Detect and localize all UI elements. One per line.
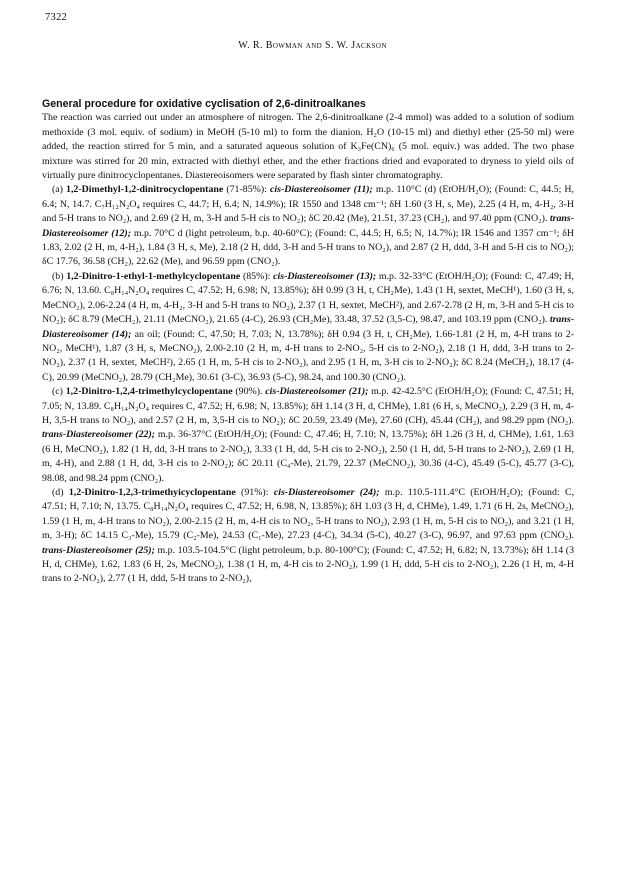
characterisation-data: m.p. 36-37°C (EtOH/H₂O); (Found: C, 47.46; H, 7.10; N, 13.75%); δH 1.26 (3 H, d, CHMe), 1.61, 1.63 (6 H, MeCNO₂), 1.82 (1 H, dd, 3-H trans to 2-NO₂), 3.33 (1 H, dd, 5-H cis to 2-NO₂), 2.50 (1 H, dd, 5-H trans to 2-NO₂), 2.69 (1 H, m, 4-H), and 2.88 (1 H, dd, 3-H cis to 2-NO₂); δC 20.11 (C₄-Me), 21.79, 22.37 (MeCNO₂), 30.36 (4-C), 45.49 (5-C), 45.77 (3-C), 98.08, and 98.24 ppm (CNO₂). [42, 429, 574, 484]
diastereoisomer-name: trans-Diastereoisomer (25); [42, 544, 155, 556]
yield: (71-85%): [226, 184, 267, 196]
yield: (90%). [235, 386, 263, 398]
entry-c [42, 385, 574, 486]
characterisation-data: m.p. 110°C (d) (EtOH/H₂O); (Found: C, 44.5; H, 6.4; N, 14.7. C₇H₁₂N₂O₄ requires C, 44.7; H, 6.4; N, 14.9%); IR 1550 and 1348 cm⁻¹; δH 1.60 (3 H, s, Me), 2.25 (4 H, m, 4-H₂, 3-H and 5-H trans to NO₂), and 2.69 (2 H, m, 3-H and 5-H cis to NO₂); δC 20.42 (Me), 21.51, 37.23 (CH₂), and 97.40 ppm (CNO₂). [42, 184, 574, 225]
entry-d [42, 486, 574, 587]
characterisation-data: m.p. 42-42.5°C (EtOH/H₂O); (Found: C, 47.51; H, 7.05; N, 13.89. C₈H₁₄N₂O₄ requires C, 47.52; H, 6.98; N, 13.85%); δH 1.14 (3 H, d, CHMe), 1.81 (6 H, s, MeCNO₂), 2.29 (3 H, m, 4-H, 3,5-H trans to NO₂), and 2.57 (2 H, m, 3,5-H cis to NO₂); δC 20.59, 23.49 (Me), 27.60 (CH), 45.44 (CH₂), and 98.29 ppm (NO₂). [42, 386, 574, 426]
yield: (91%): [241, 486, 269, 498]
compound-name: 1,2-Dinitro-1-ethyl-1-methylcyclopentane [66, 270, 241, 282]
entry-label: (d) [52, 486, 64, 498]
diastereoisomer-name: trans-Diastereoisomer (12); [42, 213, 575, 239]
characterisation-data: m.p. 110.5-111.4°C (EtOH/H₂O); (Found: C, 47.51; H, 7.10; N, 13.75. C₈H₁₄N₂O₄ requires C, 47.52; H, 6.98, N, 13.85%); δH 1.03 (3 H, d, CHMe), 1.49, 1.71 (6 H, 2s, MeCNO₂), 1.59 (1 H, m, 4-H trans to NO₂), 2.00-2.15 (2 H, m, 4-H cis to NO₂, 5-H trans to NO₂), 2.93 (1 H, m, 5-H cis to NO₂), and 3.21 (1 H, m, 3-H); δC 14.15 C₃-Me), 15.79 (C₂-Me), 24.53 (C₁-Me), 27.23 (4-C), 34.34 (5-C), 40.27 (3-C), 96.97, and 97.63 ppm (CNO₂). [42, 486, 575, 542]
compound-name: 1,2-Dinitro-1,2,4-trimethylcyclopentane [65, 386, 233, 398]
diastereoisomer-name: cis-Diastereoisomer (13); [273, 270, 377, 282]
experimental-section [42, 97, 574, 587]
compound-name: 1,2-Dimethyl-1,2-dinitrocyclopentane [66, 184, 224, 196]
entry-b [42, 270, 574, 385]
entry-label: (a) [52, 184, 63, 196]
compound-name: 1,2-Dinitro-1,2,3-trimethyicyclopentane [68, 486, 236, 498]
diastereoisomer-name: cis-Diastereoisomer (11); [269, 184, 373, 196]
entry-a [42, 183, 574, 269]
diastereoisomer-name: cis-Diastereoisomer (21); [265, 386, 369, 398]
characterisation-data: m.p. 32-33°C (EtOH/H₂O); (Found: C, 47.49; H, 6.76; N, 13.60. C₈H₁₄N₂O₄ requires C, 47.52; H, 6.98; N, 13.85%); δH 0.99 (3 H, t, CH₂Me), 1.43 (1 H, sextet, MeCH¹), 1.60 (3 H, s, MeCNO₂), 2.06-2.24 (4 H, m, 4-H₂, 3-H and 5-H trans to NO₂), 2.37 (1 H, sextet, MeCH²), and 2.67-2.78 (2 H, m, 3-H and 5-H cis to NO₂); δC 8.79 (MeCH₂), 21.11 (MeCNO₂), 21.65 (4-C), 26.93 (CH₂Me), 33.48, 37.52 (3,5-C), 98.47, and 103.19 ppm (CNO₂). [42, 270, 575, 326]
characterisation-data: m.p. 70°C d (light petroleum, b.p. 40-60°C); (Found: C, 44.5; H, 6.5; N, 14.7%); IR 1546 and 1357 cm⁻¹; δH 1.83, 2.02 (2 H, m, 4-H₂), 1.84 (3 H, s, Me), 2.18 (2 H, ddd, 3-H and 5-H trans to NO₂), and 2.87 (2 H, ddd, 3-H and 5-H cis to NO₂); δC 17.76, 36.58 (CH₂), 22.62 (Me), and 96.59 ppm (CNO₂). [42, 227, 575, 268]
page-number: 7322 [45, 12, 68, 23]
diastereoisomer-name: trans-Diastereoisomer (14); [42, 314, 574, 340]
section-heading: General procedure for oxidative cyclisation of 2,6-dinitroalkanes [42, 98, 366, 110]
characterisation-data: an oil; (Found: C, 47.50; H, 7.03; N, 13.78%); δH 0.94 (3 H, t, CH₂Me), 1.66-1.81 (2 H, m, 4-H trans to 2-NO₂, MeCH¹), 1.87 (3 H, s, MeCNO₂), 2.00-2.10 (2 H, m, 4-H trans to 2-NO₂, 5-H cis to 2-NO₂), 2.18 (1 H, ddd, 3-H trans to 2-NO₂), 2.37 (1 H, sextet, MeCH²), 2.65 (1 H, m, 5-H cis to 2-NO₂), and 2.95 (1 H, m, 3-H cis to 2-NO₂); δC 8.24 (MeCH₂), 18.17 (4-C), 20.99 (MeCNO₂), 28.79 (CH₂Me), 30.61 (3-C), 36.93 (5-C), 98.24, and 100.30 (CNO₂). [42, 328, 574, 383]
running-head: W. R. Bowman and S. W. Jackson [238, 40, 387, 51]
diastereoisomer-name: cis-Diastereoisomer (24); [273, 486, 380, 498]
entry-label: (b) [52, 270, 64, 282]
diastereoisomer-name: trans-Diastereoisomer (22); [42, 429, 156, 441]
yield: (85%): [242, 270, 271, 282]
procedure-paragraph: The reaction was carried out under an atmosphere of nitrogen. The 2,6-dinitroalkane (2-4 mmol) was added to a solution of sodium methoxide (3 mol. equiv. of sodium) in MeOH (5-10 ml) to form the dianion. H₂O (10-15 ml) and diethyl ether (25-50 ml) were added, the reaction stirred for 5 min, and a saturated aqueous solution of K₃Fe(CN)₆ (5 mol. equiv.) was added. The two phase mixture was stirred for 20 min, extracted with diethyl ether, and the ether fractions dried and evaporated to dryness to yield oils of virtually pure dinitrocyclopentanes. Diastereoisomers were separated by flash sinter chromatography. [42, 112, 574, 182]
characterisation-data: m.p. 103.5-104.5°C (light petroleum, b.p. 80-100°C); (Found: C, 47.52; H, 6.82; N, 13.73%); δH 1.14 (3 H, d, CHMe), 1.62, 1.83 (6 H, 2s, MeCNO₂), 1.38 (1 H, m, 4-H cis to 2-NO₂), 1.99 (1 H, ddd, 5-H cis to 2-NO₂), 2.26 (1 H, m, 4-H trans to 2-NO₂), 2.77 (1 H, ddd, 5-H trans to 2-NO₂), [42, 544, 575, 585]
entry-label: (c) [52, 386, 63, 398]
